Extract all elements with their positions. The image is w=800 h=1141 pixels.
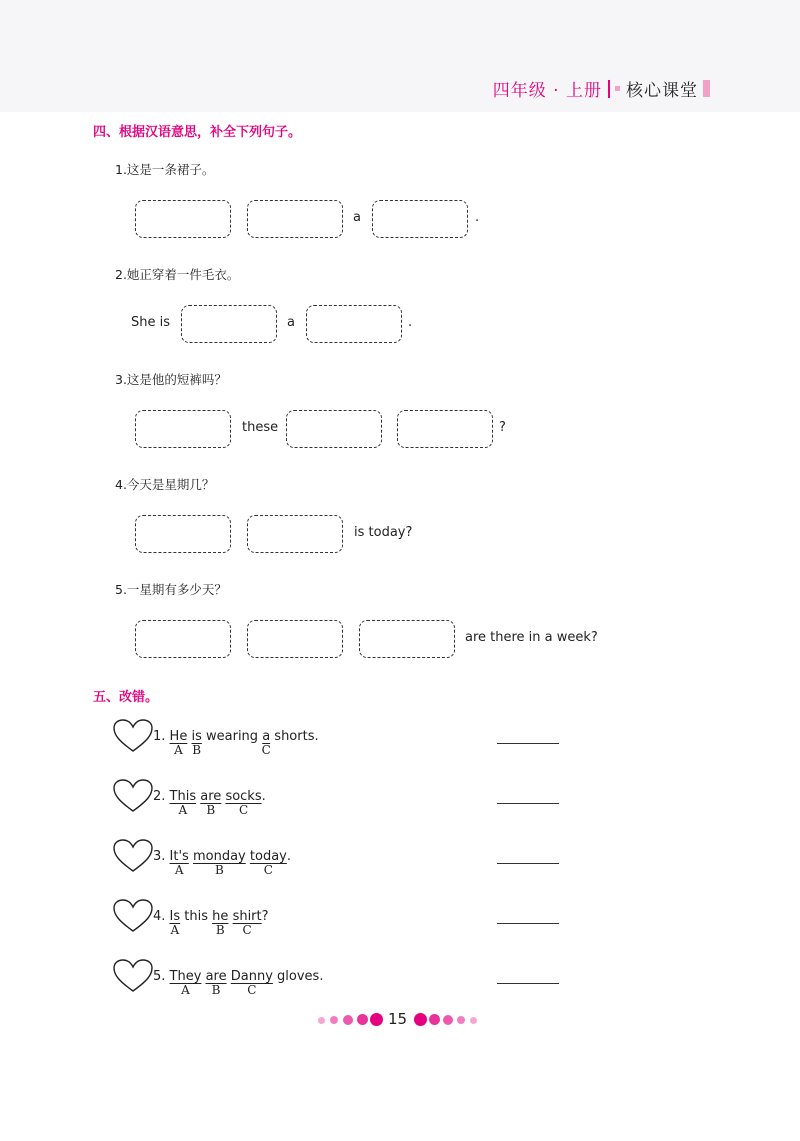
period: .	[286, 849, 291, 864]
answer-box[interactable]	[397, 410, 493, 448]
answer-box[interactable]	[135, 515, 231, 553]
answer-box[interactable]	[247, 620, 343, 658]
footer-dot	[318, 1017, 325, 1024]
word-these: these	[242, 420, 279, 435]
answer-line[interactable]	[497, 803, 559, 804]
answer-box[interactable]	[359, 620, 455, 658]
word-danny: Danny C	[230, 969, 273, 997]
page-header	[493, 76, 710, 101]
footer-dot	[330, 1016, 338, 1024]
answer-box[interactable]	[135, 620, 231, 658]
word-she-is: She is	[131, 315, 171, 330]
answer-box[interactable]	[247, 515, 343, 553]
word-today: today C	[249, 849, 287, 877]
label-b: B	[192, 743, 202, 757]
word-this: this	[184, 909, 209, 924]
footer-dot	[343, 1015, 353, 1025]
footer-dot	[457, 1016, 465, 1024]
label-a: A	[178, 803, 188, 817]
label-c: C	[242, 923, 252, 937]
footer-dot	[443, 1015, 453, 1025]
word-is: is B	[191, 729, 202, 757]
label-b: B	[214, 863, 224, 877]
footer-dot	[357, 1014, 368, 1025]
answer-line[interactable]	[497, 863, 559, 864]
word-they: They A	[169, 969, 202, 997]
header-bar-icon	[703, 80, 710, 97]
word-a: a C	[261, 729, 271, 757]
correction-item-4	[153, 909, 269, 937]
label-a: A	[174, 743, 183, 757]
answer-box[interactable]	[372, 200, 468, 238]
label-c: C	[261, 743, 271, 757]
correction-item-3	[153, 849, 291, 877]
footer-dot	[370, 1013, 383, 1026]
correction-item-1	[153, 729, 319, 757]
item-number: 3.	[153, 849, 166, 864]
question-mark: ?	[499, 420, 506, 435]
word-shirt: shirt C	[232, 909, 262, 937]
word-socks: socks C	[225, 789, 262, 817]
answer-box[interactable]	[135, 410, 231, 448]
heart-icon	[113, 719, 153, 753]
heart-icon	[113, 839, 153, 873]
word-he: he B	[212, 909, 229, 937]
answer-box[interactable]	[247, 200, 343, 238]
footer-dot	[470, 1017, 477, 1024]
correction-item-5	[153, 969, 324, 997]
word-are: are B	[205, 969, 227, 997]
answer-box[interactable]	[135, 200, 231, 238]
word-its: It's A	[169, 849, 189, 877]
question-2-prompt: 2.她正穿着一件毛衣。	[115, 267, 240, 282]
word-are: are B	[200, 789, 222, 817]
course-label: 核心课堂	[626, 81, 698, 101]
word-a: a	[287, 315, 295, 330]
heart-icon	[113, 959, 153, 993]
word-is-today: is today?	[354, 525, 413, 540]
answer-box[interactable]	[286, 410, 382, 448]
answer-line[interactable]	[497, 983, 559, 984]
label-a: A	[181, 983, 190, 997]
question-1-prompt: 1.这是一条裙子。	[115, 162, 215, 177]
header-square-icon	[615, 86, 620, 91]
word-shorts: shorts.	[274, 729, 319, 744]
answer-box[interactable]	[181, 305, 277, 343]
answer-line[interactable]	[497, 923, 559, 924]
word-are-there-in-a-week: are there in a week?	[465, 630, 598, 645]
correction-item-2	[153, 789, 266, 817]
heart-icon	[113, 779, 153, 813]
label-c: C	[247, 983, 257, 997]
page-number: 15	[388, 1010, 408, 1028]
section-4-title: 四、根据汉语意思，补全下列句子。	[93, 125, 302, 140]
header-divider	[608, 80, 610, 98]
section-5-title: 五、改错。	[93, 690, 159, 705]
word-is: Is A	[169, 909, 181, 937]
period: .	[408, 315, 413, 330]
footer-dot	[414, 1013, 427, 1026]
item-number: 2.	[153, 789, 166, 804]
label-a: A	[170, 923, 180, 937]
label-c: C	[263, 863, 273, 877]
word-wearing: wearing	[206, 729, 259, 744]
word-gloves: gloves.	[277, 969, 324, 984]
word-monday: monday B	[192, 849, 246, 877]
word-he: He A	[169, 729, 188, 757]
answer-line[interactable]	[497, 743, 559, 744]
period: .	[475, 210, 480, 225]
item-number: 5.	[153, 969, 166, 984]
question-5-prompt: 5.一星期有多少天？	[115, 582, 227, 597]
heart-icon	[113, 899, 153, 933]
label-b: B	[211, 983, 221, 997]
footer-dot	[429, 1014, 440, 1025]
item-number: 1.	[153, 729, 166, 744]
answer-box[interactable]	[306, 305, 402, 343]
label-b: B	[206, 803, 216, 817]
label-a: A	[174, 863, 184, 877]
question-3-prompt: 3.这是他的短裤吗？	[115, 372, 227, 387]
label-b: B	[215, 923, 225, 937]
label-c: C	[238, 803, 249, 817]
question-4-prompt: 4.今天是星期几？	[115, 477, 215, 492]
question-mark: ?	[261, 909, 269, 924]
word-a: a	[353, 210, 361, 225]
item-number: 4.	[153, 909, 166, 924]
period: .	[261, 789, 266, 804]
word-this: This A	[169, 789, 197, 817]
grade-label: 四年级 · 上册	[492, 81, 602, 101]
